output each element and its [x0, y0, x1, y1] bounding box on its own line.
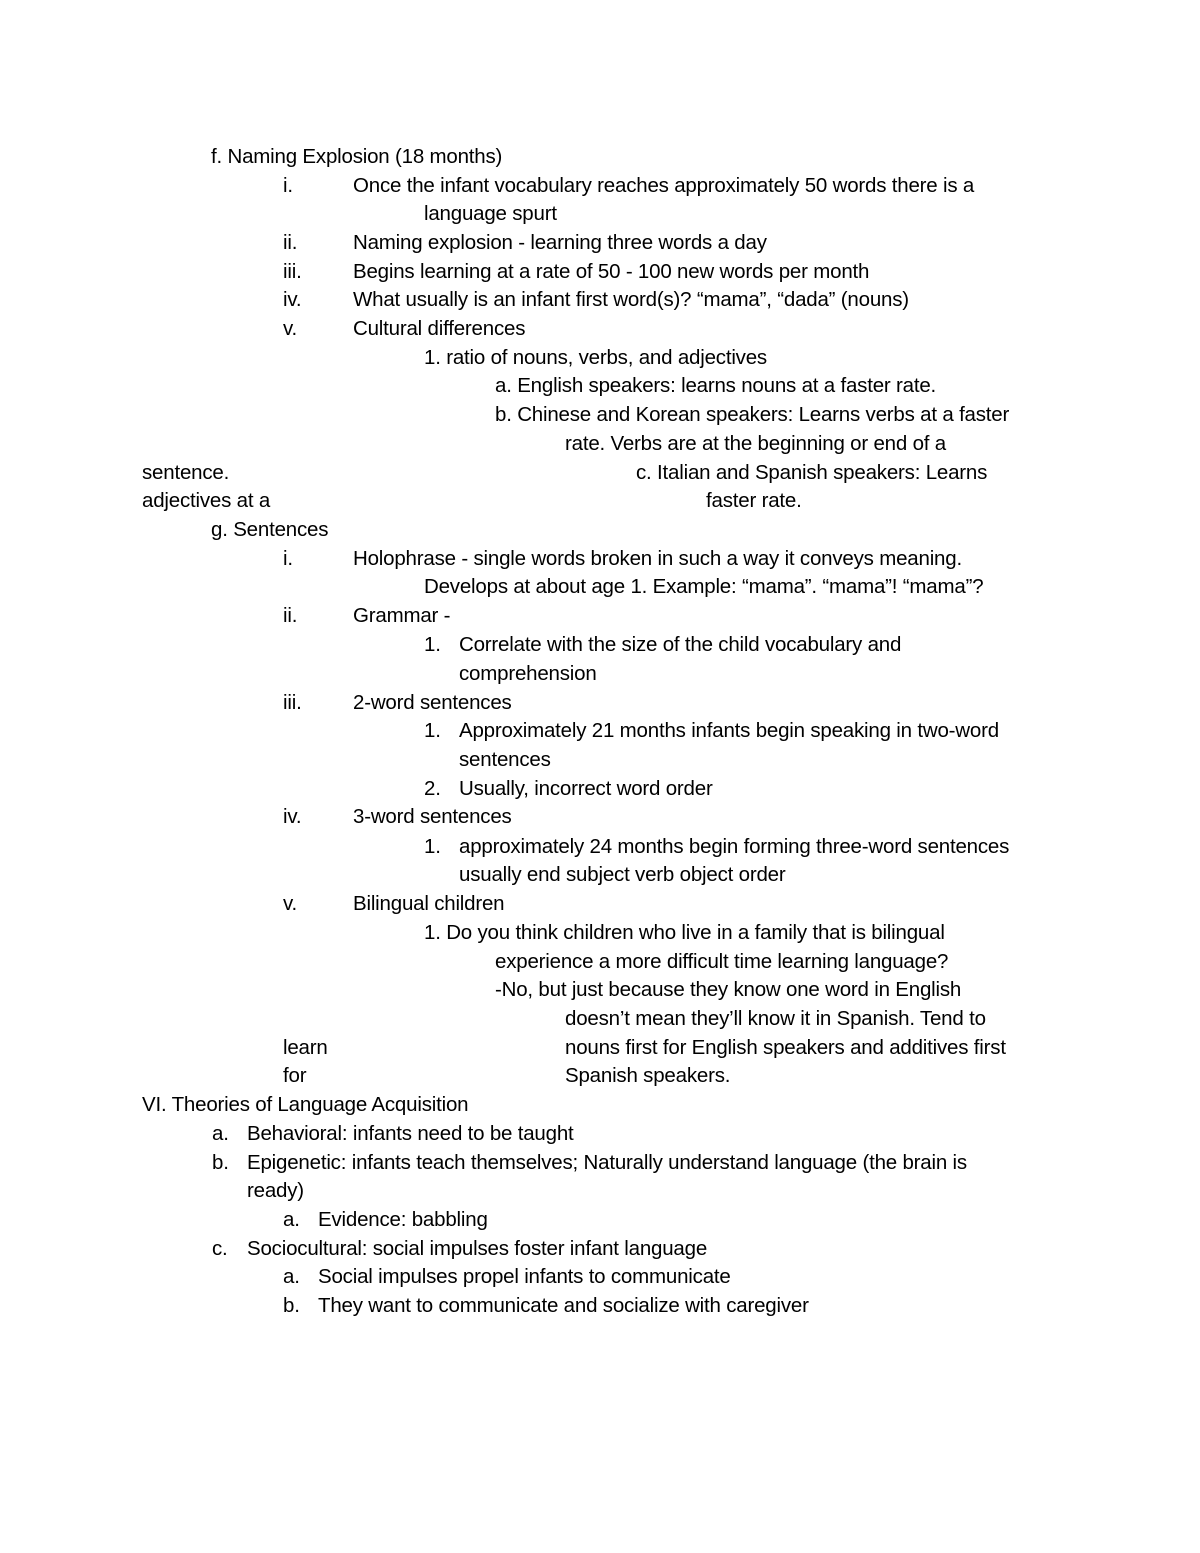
sub-list-item-continued: nouns first for English speakers and additives first: [565, 1036, 1006, 1059]
sub-list-item-continued: learn: [283, 1036, 328, 1059]
list-item-text: 2-word sentences: [353, 691, 512, 714]
list-item-text: Holophrase - single words broken in such a way it conveys meaning.: [353, 547, 962, 570]
list-marker: c.: [212, 1237, 228, 1260]
sub-list-item-continued: usually end subject verb object order: [459, 863, 786, 886]
sub-list-item-continued: comprehension: [459, 662, 597, 685]
sub-list-item: Usually, incorrect word order: [459, 777, 713, 800]
list-item-text: Sociocultural: social impulses foster infant language: [247, 1237, 708, 1260]
sub-list-item-continued: for: [283, 1064, 307, 1087]
section-f-heading: f. Naming Explosion (18 months): [211, 145, 503, 168]
sub-list-item-continued: -No, but just because they know one word in English: [495, 978, 962, 1001]
sub-list-item: Correlate with the size of the child vocabulary and: [459, 633, 902, 656]
sub-sub-list-item-continued: adjectives at a: [142, 489, 271, 512]
sub-sub-list-item-continued: rate. Verbs are at the beginning or end of a: [565, 432, 946, 455]
list-marker: i.: [283, 547, 293, 570]
sub-list-item: Social impulses propel infants to communicate: [318, 1265, 731, 1288]
list-item-text: Begins learning at a rate of 50 - 100 new words per month: [353, 260, 870, 283]
sub-list-marker: 1.: [424, 835, 441, 858]
sub-sub-list-item: a. English speakers: learns nouns at a faster rate.: [495, 374, 937, 397]
sub-list-item-continued: doesn’t mean they’ll know it in Spanish. Tend to: [565, 1007, 986, 1030]
sub-list-marker: b.: [283, 1294, 300, 1317]
sub-list-item: 1. ratio of nouns, verbs, and adjectives: [424, 346, 767, 369]
sub-list-marker: 1.: [424, 719, 441, 742]
list-marker: v.: [283, 892, 298, 915]
sub-list-item: They want to communicate and socialize with caregiver: [318, 1294, 809, 1317]
sub-list-marker: a.: [283, 1265, 300, 1288]
list-item-text-continued: ready): [247, 1179, 304, 1202]
section-vi-heading: VI. Theories of Language Acquisition: [142, 1093, 469, 1116]
list-item-text: Once the infant vocabulary reaches approximately 50 words there is a: [353, 174, 975, 197]
list-item-text: Cultural differences: [353, 317, 526, 340]
sub-list-item: approximately 24 months begin forming three-word sentences: [459, 835, 1010, 858]
list-marker: iv.: [283, 805, 302, 828]
list-item-text: Naming explosion - learning three words a day: [353, 231, 767, 254]
sub-list-marker: 1.: [424, 633, 441, 656]
sub-sub-list-item-continued: faster rate.: [706, 489, 802, 512]
sub-list-item: Approximately 21 months infants begin speaking in two-word: [459, 719, 999, 742]
list-marker: a.: [212, 1122, 229, 1145]
sub-list-item: Evidence: babbling: [318, 1208, 488, 1231]
sub-list-marker: a.: [283, 1208, 300, 1231]
list-item-text: 3-word sentences: [353, 805, 512, 828]
list-marker: v.: [283, 317, 298, 340]
list-marker: ii.: [283, 231, 298, 254]
sub-list-item-continued: sentences: [459, 748, 551, 771]
section-g-heading: g. Sentences: [211, 518, 329, 541]
list-item-text: Bilingual children: [353, 892, 505, 915]
sub-sub-list-item-continued: sentence.: [142, 461, 230, 484]
list-item-text: Epigenetic: infants teach themselves; Naturally understand language (the brain is: [247, 1151, 967, 1174]
sub-sub-list-item: c. Italian and Spanish speakers: Learns: [636, 461, 988, 484]
list-item-text: Behavioral: infants need to be taught: [247, 1122, 574, 1145]
list-item-text: What usually is an infant first word(s)? “mama”, “dada” (nouns): [353, 288, 909, 311]
list-marker: iii.: [283, 260, 302, 283]
list-marker: i.: [283, 174, 293, 197]
sub-list-item-continued: Spanish speakers.: [565, 1064, 731, 1087]
list-item-text-continued: language spurt: [424, 202, 557, 225]
list-marker: b.: [212, 1151, 229, 1174]
list-marker: iv.: [283, 288, 302, 311]
list-marker: ii.: [283, 604, 298, 627]
sub-list-item: 1. Do you think children who live in a family that is bilingual: [424, 921, 945, 944]
sub-list-item-continued: experience a more difficult time learning language?: [495, 950, 949, 973]
list-item-text-continued: Develops at about age 1. Example: “mama”. “mama”! “mama”?: [424, 575, 984, 598]
sub-sub-list-item: b. Chinese and Korean speakers: Learns verbs at a faster: [495, 403, 1010, 426]
list-marker: iii.: [283, 691, 302, 714]
list-item-text: Grammar -: [353, 604, 451, 627]
sub-list-marker: 2.: [424, 777, 441, 800]
